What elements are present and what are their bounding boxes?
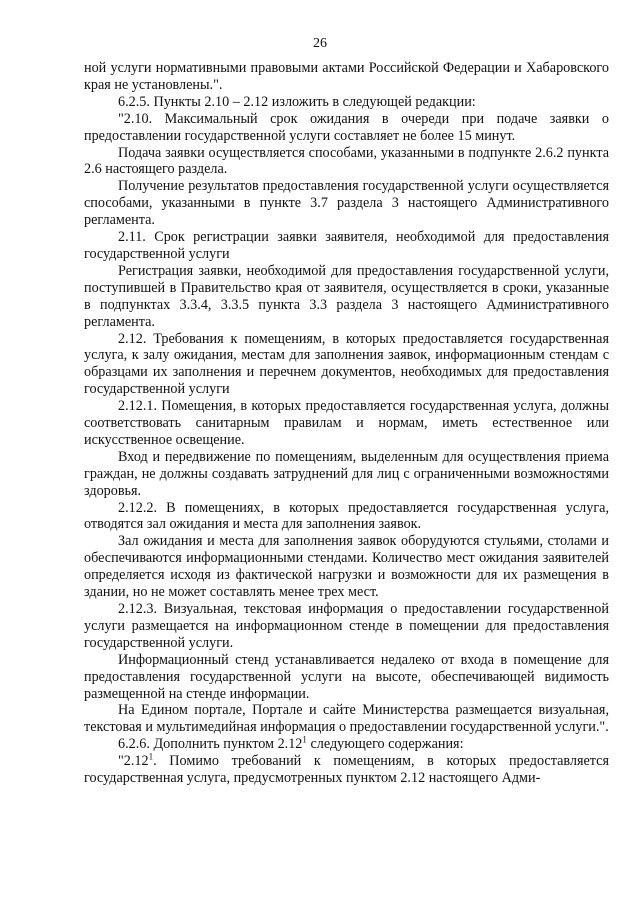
document-body — [84, 60, 609, 787]
paragraph: "2.10. Максимальный срок ожидания в очереди при подаче заявки о предоставлении государственной услуги составляет не более 15 минут. — [84, 110, 609, 144]
superscript: 1 — [302, 734, 307, 745]
paragraph: Зал ожидания и места для заполнения заявок оборудуются стульями, столами и обеспечиваются информационными стендами. Количество мест ожидания заявителей определяется исходя из фактической нагрузки и возможности для их размещения в здании, но не может составлять менее трех мест. — [84, 533, 609, 601]
paragraph: Получение результатов предоставления государственной услуги осуществляется способами, указанными в пункте 3.7 раздела 3 настоящего Административного регламента. — [84, 178, 609, 229]
paragraph: 6.2.5. Пункты 2.10 – 2.12 изложить в следующей редакции: — [118, 93, 476, 110]
paragraph: 2.12.2. В помещениях, в которых предоставляется государственная услуга, отводятся зал ожидания и места для заполнения заявок. — [84, 499, 609, 533]
paragraph: 2.11. Срок регистрации заявки заявителя, необходимой для предоставления государственной услуги — [84, 229, 609, 262]
text-span: . Помимо требований к помещениям, в которых предоставляется государственная услуга, предусмотренных пунктом 2.12 настоящего Адми- — [84, 753, 609, 787]
paragraph: 2.12. Требования к помещениям, в которых предоставляется государственная услуга, к залу ожидания, местам для заполнения заявок, информационным стендам с образцами их заполнения и перечнем документов, необходимых для предоставления государственной услуги — [84, 330, 609, 398]
paragraph: ной услуги нормативными правовыми актами Российской Федерации и Хабаровского края не установлены.". — [84, 60, 609, 93]
paragraph: Регистрация заявки, необходимой для предоставления государственной услуги, поступившей в Правительство края от заявителя, осуществляется в сроки, указанные в подпунктах 3.3.4, 3.3.5 пункта 3.3 раздела 3 настоящего Административного регламента. — [84, 262, 609, 330]
text-span: "2.12 — [118, 753, 149, 770]
superscript: 1 — [148, 751, 154, 762]
paragraph: Подача заявки осуществляется способами, указанными в подпункте 2.6.2 пункта 2.6 настоящего раздела. — [84, 144, 609, 178]
paragraph: Информационный стенд устанавливается недалеко от входа в помещение для предоставления государственной услуги на высоте, обеспечивающей видимость размещенной на стенде информации. — [84, 651, 609, 702]
paragraph-6-2-6 — [84, 736, 609, 753]
paragraph: Вход и передвижение по помещениям, выделенным для осуществления приема граждан, не должны создавать затруднений для лиц с ограниченными возможностями здоровья. — [84, 448, 609, 499]
paragraph: На Едином портале, Портале и сайте Министерства размещается визуальная, текстовая и мультимедийная информация о предоставлении государственной услуги.". — [84, 702, 609, 736]
paragraph-2-12-1 — [84, 753, 609, 787]
paragraph: 2.12.3. Визуальная, текстовая информация о предоставлении государственной услуги размещается на информационном стенде в помещении для предоставления государственной услуги. — [84, 601, 609, 651]
page-number: 26 — [313, 36, 327, 51]
paragraph: 2.12.1. Помещения, в которых предоставляется государственная услуга, должны соответствовать санитарным правилам и нормам, иметь естественное или искусственное освещение. — [84, 398, 609, 448]
text-span: следующего содержания: — [306, 736, 464, 753]
text-span: 6.2.6. Дополнить пунктом 2.12 — [118, 736, 303, 753]
